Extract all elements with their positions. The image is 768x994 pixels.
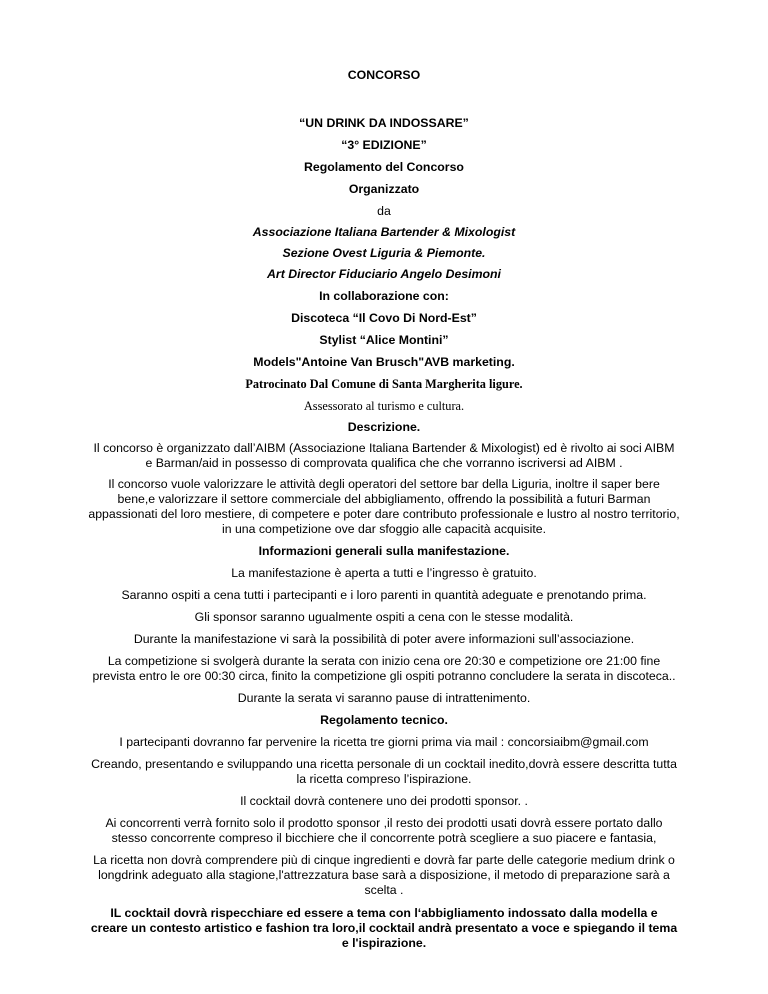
info-text: prevista entro le ore 00:30 circa, finito la competizione gli ospiti potranno concludere la serata in discoteca.. (92, 669, 676, 683)
concorso-label: CONCORSO (347, 68, 421, 82)
collaboration-label: In collaborazione con: (319, 289, 449, 303)
edition-label: “3° EDIZIONE” (341, 138, 427, 152)
rules-text: La ricetta non dovrà comprendere più di cinque ingredienti e dovrà far parte delle categorie medium drink o (93, 853, 675, 867)
technical-rules-heading: Regolamento tecnico. (320, 713, 448, 727)
rules-emphasis: e l'ispirazione. (341, 936, 427, 950)
rules-text: longdrink adeguato alla stagione,l'attrezzatura base sarà a disposizione, il metodo di preparazione sarà a (98, 868, 670, 882)
general-info-heading: Informazioni generali sulla manifestazione. (258, 544, 510, 558)
models-name: Models"Antoine Van Brusch"AVB marketing. (253, 355, 515, 369)
stylist-name: Stylist “Alice Montini” (319, 333, 449, 347)
rules-text: Il cocktail dovrà contenere uno dei prodotti sponsor. . (240, 794, 528, 808)
rules-emphasis: IL cocktail dovrà rispecchiare ed essere a tema con l‘abbigliamento indossato dalla modella e (110, 906, 658, 920)
description-text: Il concorso vuole valorizzare le attività degli operatori del settore bar della Liguria, inoltre il saper bere (108, 477, 660, 491)
rules-text: stesso concorrente compreso il bicchiere che il concorrente potrà scegliere a suo piacere e fantasia, (111, 831, 657, 845)
description-text: bene,e valorizzare il settore commerciale del abbigliamento, offrendo la possibilità a futuri Barman (117, 492, 651, 506)
assessorato: Assessorato al turismo e cultura. (303, 399, 465, 413)
description-text: Il concorso è organizzato dall’AIBM (Associazione Italiana Bartender & Mixologist) ed è rivolto ai soci AIBM (93, 441, 675, 455)
art-director: Art Director Fiduciario Angelo Desimoni (267, 267, 501, 281)
description-text: appassionati del loro mestiere, di competere e poter dare contributo professionale e lustro al nostro territorio, (88, 507, 680, 521)
description-heading: Descrizione. (347, 420, 421, 434)
regulation-title: Regolamento del Concorso (304, 160, 464, 174)
info-text: La manifestazione è aperta a tutti e l’ingresso è gratuito. (231, 566, 537, 580)
rules-text: I partecipanti dovranno far pervenire la ricetta tre giorni prima via mail : concorsiaibm@gmail.com (119, 735, 649, 749)
organized-label: Organizzato (348, 182, 420, 196)
patronage: Patrocinato Dal Comune di Santa Margherita ligure. (245, 377, 523, 391)
rules-text: Creando, presentando e sviluppando una ricetta personale di un cocktail inedito,dovrà essere descritta tutta (91, 757, 677, 771)
rules-emphasis: creare un contesto artistico e fashion tra loro,il cocktail andrà presentato a voce e spiegando il tema (90, 921, 678, 935)
info-text: Saranno ospiti a cena tutti i partecipanti e i loro parenti in quantità adeguate e prenotando prima. (121, 588, 647, 602)
info-text: Durante la manifestazione vi sarà la possibilità di poter avere informazioni sull’associazione. (133, 632, 635, 646)
rules-text: scelta . (364, 883, 404, 897)
section-name: Sezione Ovest Liguria & Piemonte. (282, 246, 486, 260)
description-text: in una competizione ove dar sfoggio alle capacità acquisite. (221, 522, 547, 536)
discoteca-name: Discoteca “Il Covo Di Nord-Est” (291, 311, 477, 325)
info-text: Durante la serata vi saranno pause di intrattenimento. (237, 691, 531, 705)
info-text: Gli sponsor saranno ugualmente ospiti a cena con le stesse modalità. (194, 610, 574, 624)
by-label: da (377, 204, 391, 218)
contest-title: “UN DRINK DA INDOSSARE” (299, 116, 469, 130)
rules-text: Ai concorrenti verrà fornito solo il prodotto sponsor ,il resto dei prodotti usati dovrà essere portato dallo (105, 816, 663, 830)
description-text: e Barman/aid in possesso di comprovata qualifica che che vorranno iscriversi ad AIBM . (145, 456, 623, 470)
rules-text: la ricetta compreso l’ispirazione. (296, 772, 472, 786)
association-name: Associazione Italiana Bartender & Mixologist (252, 225, 516, 239)
info-text: La competizione si svolgerà durante la serata con inizio cena ore 20:30 e competizione ore 21:00 fine (107, 654, 661, 668)
